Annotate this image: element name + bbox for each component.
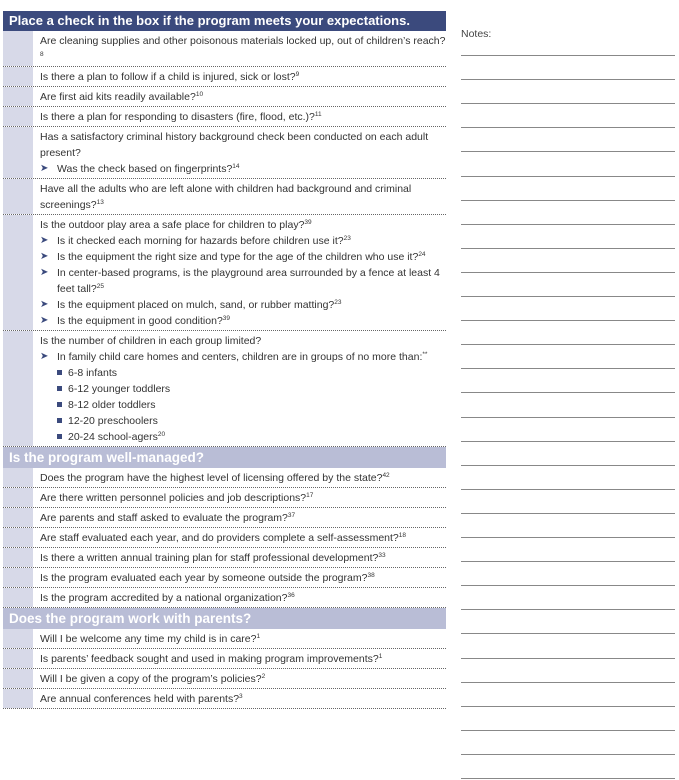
notes-panel xyxy=(461,28,675,40)
sub-question-text xyxy=(57,233,446,249)
square-bullet-icon xyxy=(57,397,68,413)
note-line[interactable] xyxy=(461,344,675,345)
footnote-ref: 3 xyxy=(239,693,243,700)
question-text xyxy=(40,89,446,105)
footnote-ref: 39 xyxy=(222,315,231,322)
item-text: In family child care homes and centers, children are in groups of no more than: xyxy=(57,351,423,363)
checklist-table xyxy=(3,11,446,709)
item-text: Is the program evaluated each year by someone outside the program? xyxy=(40,572,368,584)
bullet-text xyxy=(68,413,158,429)
question-text xyxy=(40,217,446,233)
checkbox[interactable] xyxy=(3,331,36,446)
footnote-ref: 8 xyxy=(40,51,44,58)
question-text xyxy=(40,109,446,125)
note-line[interactable] xyxy=(461,465,675,466)
question-content xyxy=(36,87,446,106)
section-expectations-items xyxy=(3,31,446,447)
note-line[interactable] xyxy=(461,441,675,442)
question-text xyxy=(40,631,446,647)
arrow-bullet-icon: ➤ xyxy=(40,235,49,246)
checklist-row xyxy=(3,568,446,588)
checklist-row xyxy=(3,31,446,67)
checkbox[interactable] xyxy=(3,588,36,607)
item-text: Is there a plan for responding to disasters (fire, flood, etc.)? xyxy=(40,111,315,123)
item-text: Are staff evaluated each year, and do providers complete a self-assessment? xyxy=(40,532,399,544)
section-parents-items xyxy=(3,629,446,709)
note-line[interactable] xyxy=(461,296,675,297)
question-text xyxy=(40,69,446,85)
bullet-text xyxy=(68,365,117,381)
sub-question-text xyxy=(57,313,446,329)
question-text xyxy=(40,470,446,486)
note-line[interactable] xyxy=(461,658,675,659)
checklist-row xyxy=(3,669,446,689)
arrow-bullet-icon: ➤ xyxy=(40,251,49,262)
footnote-ref: 33 xyxy=(378,552,386,559)
footnote-ref: 24 xyxy=(418,251,426,258)
arrow-bullet-icon: ➤ xyxy=(40,315,49,326)
item-text: Is the outdoor play area a safe place for children to play? xyxy=(40,219,305,231)
note-line[interactable] xyxy=(461,224,675,225)
item-text: 12-20 preschoolers xyxy=(68,415,158,427)
question-text xyxy=(40,691,446,707)
item-text: Has a satisfactory criminal history background check been conducted on each adult present? xyxy=(40,131,429,159)
note-line[interactable] xyxy=(461,79,675,80)
note-line[interactable] xyxy=(461,200,675,201)
sub-question xyxy=(40,349,446,365)
arrow-bullet-icon: ➤ xyxy=(40,163,49,174)
footnote-ref: 37 xyxy=(287,512,296,519)
sub-question xyxy=(40,161,446,177)
group-size-bullet xyxy=(40,429,446,445)
checklist-row xyxy=(3,127,446,179)
checkbox[interactable] xyxy=(3,649,36,668)
note-line[interactable] xyxy=(461,392,675,393)
checklist-row xyxy=(3,331,446,447)
checkbox[interactable] xyxy=(3,67,36,86)
note-line[interactable] xyxy=(461,561,675,562)
checkbox[interactable] xyxy=(3,179,36,214)
square-bullet-icon xyxy=(57,365,68,381)
note-line[interactable] xyxy=(461,537,675,538)
question-text xyxy=(40,651,446,667)
item-text: Is the equipment placed on mulch, sand, or rubber matting? xyxy=(57,299,335,311)
item-text: Does the program have the highest level of licensing offered by the state? xyxy=(40,472,383,484)
checklist-row xyxy=(3,548,446,568)
note-line[interactable] xyxy=(461,585,675,586)
sub-question xyxy=(40,249,446,265)
note-line[interactable] xyxy=(461,754,675,755)
checklist-row xyxy=(3,179,446,215)
note-line[interactable] xyxy=(461,248,675,249)
checklist-row xyxy=(3,649,446,669)
question-content xyxy=(36,31,446,66)
checkbox[interactable] xyxy=(3,669,36,688)
question-content xyxy=(36,331,446,446)
item-text: Are there written personnel policies and job descriptions? xyxy=(40,492,307,504)
question-content xyxy=(36,179,446,214)
checklist-row xyxy=(3,528,446,548)
checkbox[interactable] xyxy=(3,488,36,507)
item-text: Will I be welcome any time my child is in care? xyxy=(40,633,257,645)
item-text: Will I be given a copy of the program’s policies? xyxy=(40,673,262,685)
question-content xyxy=(36,468,446,487)
note-line[interactable] xyxy=(461,778,675,779)
checkbox[interactable] xyxy=(3,548,36,567)
checkbox[interactable] xyxy=(3,629,36,648)
item-text: Was the check based on fingerprints? xyxy=(57,163,233,175)
bullet-text xyxy=(68,429,165,445)
checkbox[interactable] xyxy=(3,508,36,527)
question-content xyxy=(36,488,446,507)
arrow-bullet-icon: ➤ xyxy=(40,351,49,362)
footnote-ref: 23 xyxy=(334,299,342,306)
checklist-row xyxy=(3,87,446,107)
footnote-ref: 17 xyxy=(306,492,314,499)
checkbox[interactable] xyxy=(3,215,36,330)
checklist-row xyxy=(3,468,446,488)
question-text xyxy=(40,570,446,586)
note-line[interactable] xyxy=(461,176,675,177)
sub-question-text xyxy=(57,265,446,297)
item-text: Are cleaning supplies and other poisonous materials locked up, out of children’s reach? xyxy=(40,35,446,47)
question-content xyxy=(36,669,446,688)
checkbox[interactable] xyxy=(3,31,36,66)
checklist-row xyxy=(3,215,446,331)
item-text: 8-12 older toddlers xyxy=(68,399,156,411)
item-text: 20-24 school-agers xyxy=(68,431,158,443)
question-text xyxy=(40,33,446,65)
footnote-ref: 23 xyxy=(343,235,351,242)
note-line[interactable] xyxy=(461,730,675,731)
footnote-ref: 18 xyxy=(398,532,406,539)
square-bullet-icon xyxy=(57,429,68,445)
item-text: Is it checked each morning for hazards before children use it? xyxy=(57,235,344,247)
note-line[interactable] xyxy=(461,55,675,56)
question-content xyxy=(36,588,446,607)
note-line[interactable] xyxy=(461,706,675,707)
footnote-ref: 9 xyxy=(295,71,300,78)
footnote-ref: 39 xyxy=(304,219,312,226)
section-header-management: Is the program well-managed? xyxy=(3,447,446,468)
checklist-row xyxy=(3,107,446,127)
question-content xyxy=(36,508,446,527)
note-line[interactable] xyxy=(461,151,675,152)
section-header-parents: Does the program work with parents? xyxy=(3,608,446,629)
group-size-bullet xyxy=(40,397,446,413)
question-content xyxy=(36,629,446,648)
group-size-bullet xyxy=(40,381,446,397)
sub-question-text xyxy=(57,161,446,177)
item-text: Are first aid kits readily available? xyxy=(40,91,196,103)
item-text: Are parents and staff asked to evaluate the program? xyxy=(40,512,288,524)
question-text xyxy=(40,129,446,161)
footnote-ref: 10 xyxy=(195,91,204,98)
question-text xyxy=(40,590,446,606)
item-text: 6-12 younger toddlers xyxy=(68,383,171,395)
item-text: Is the equipment in good condition? xyxy=(57,315,223,327)
question-content xyxy=(36,689,446,708)
arrow-bullet-icon: ➤ xyxy=(40,299,49,310)
item-text: Is the number of children in each group limited? xyxy=(40,335,262,347)
checkbox[interactable] xyxy=(3,568,36,587)
footnote-ref: 2 xyxy=(261,673,266,680)
sub-question xyxy=(40,313,446,329)
sub-question xyxy=(40,233,446,249)
sub-question xyxy=(40,297,446,313)
sub-question-text xyxy=(57,297,446,313)
item-text: Is there a plan to follow if a child is injured, sick or lost? xyxy=(40,71,296,83)
checkbox[interactable] xyxy=(3,107,36,126)
checkbox[interactable] xyxy=(3,127,36,178)
sub-question xyxy=(40,265,446,297)
checkbox[interactable] xyxy=(3,528,36,547)
sub-question-text xyxy=(57,249,446,265)
note-line[interactable] xyxy=(461,272,675,273)
item-text: Is the program accredited by a national organization? xyxy=(40,592,288,604)
group-size-bullet xyxy=(40,365,446,381)
group-size-bullet xyxy=(40,413,446,429)
square-bullet-icon xyxy=(57,381,68,397)
bullet-text xyxy=(68,397,156,413)
footnote-ref: 1 xyxy=(256,633,261,640)
question-content xyxy=(36,548,446,567)
checklist-row xyxy=(3,588,446,608)
footnote-ref: ** xyxy=(422,351,428,358)
footnote-ref: 1 xyxy=(378,653,383,660)
question-content xyxy=(36,568,446,587)
item-text: Are annual conferences held with parents? xyxy=(40,693,240,705)
checklist-row xyxy=(3,508,446,528)
section-header-expectations: Place a check in the box if the program meets your expectations. xyxy=(3,11,446,31)
sub-question-text xyxy=(57,349,446,365)
section-management-items xyxy=(3,468,446,608)
question-content xyxy=(36,215,446,330)
item-text: Have all the adults who are left alone with children had background and criminal screenings? xyxy=(40,183,412,211)
question-content xyxy=(36,67,446,86)
square-bullet-icon xyxy=(57,413,68,429)
question-text xyxy=(40,490,446,506)
footnote-ref: 38 xyxy=(367,572,375,579)
note-line[interactable] xyxy=(461,103,675,104)
note-line[interactable] xyxy=(461,489,675,490)
checkbox[interactable] xyxy=(3,689,36,708)
question-text xyxy=(40,510,446,526)
question-text xyxy=(40,550,446,566)
question-content xyxy=(36,127,446,178)
question-text xyxy=(40,671,446,687)
footnote-ref: 20 xyxy=(157,431,166,438)
item-text: 6-8 infants xyxy=(68,367,118,379)
question-text xyxy=(40,181,446,213)
note-line[interactable] xyxy=(461,127,675,128)
footnote-ref: 42 xyxy=(382,472,390,479)
note-line[interactable] xyxy=(461,417,675,418)
checkbox[interactable] xyxy=(3,87,36,106)
note-line[interactable] xyxy=(461,368,675,369)
item-text: In center-based programs, is the playground area surrounded by a fence at least 4 feet tall? xyxy=(57,267,440,295)
bullet-text xyxy=(68,381,170,397)
checklist-row xyxy=(3,67,446,87)
footnote-ref: 14 xyxy=(232,163,240,170)
question-content xyxy=(36,528,446,547)
question-text xyxy=(40,333,446,349)
notes-title: Notes: xyxy=(461,28,492,40)
checklist-row xyxy=(3,689,446,709)
footnote-ref: 25 xyxy=(96,283,104,290)
question-content xyxy=(36,649,446,668)
item-text: Is the equipment the right size and type for the age of the children who use it? xyxy=(57,251,419,263)
note-line[interactable] xyxy=(461,513,675,514)
note-line[interactable] xyxy=(461,633,675,634)
note-line[interactable] xyxy=(461,609,675,610)
item-text: Is there a written annual training plan for staff professional development? xyxy=(40,552,379,564)
note-line[interactable] xyxy=(461,320,675,321)
footnote-ref: 36 xyxy=(287,592,295,599)
note-line[interactable] xyxy=(461,682,675,683)
item-text: Is parents’ feedback sought and used in making program improvements? xyxy=(40,653,379,665)
checklist-row xyxy=(3,629,446,649)
checkbox[interactable] xyxy=(3,468,36,487)
question-text xyxy=(40,530,446,546)
arrow-bullet-icon: ➤ xyxy=(40,267,49,278)
question-content xyxy=(36,107,446,126)
footnote-ref: 13 xyxy=(96,199,104,206)
checklist-row xyxy=(3,488,446,508)
footnote-ref: 11 xyxy=(314,111,322,118)
